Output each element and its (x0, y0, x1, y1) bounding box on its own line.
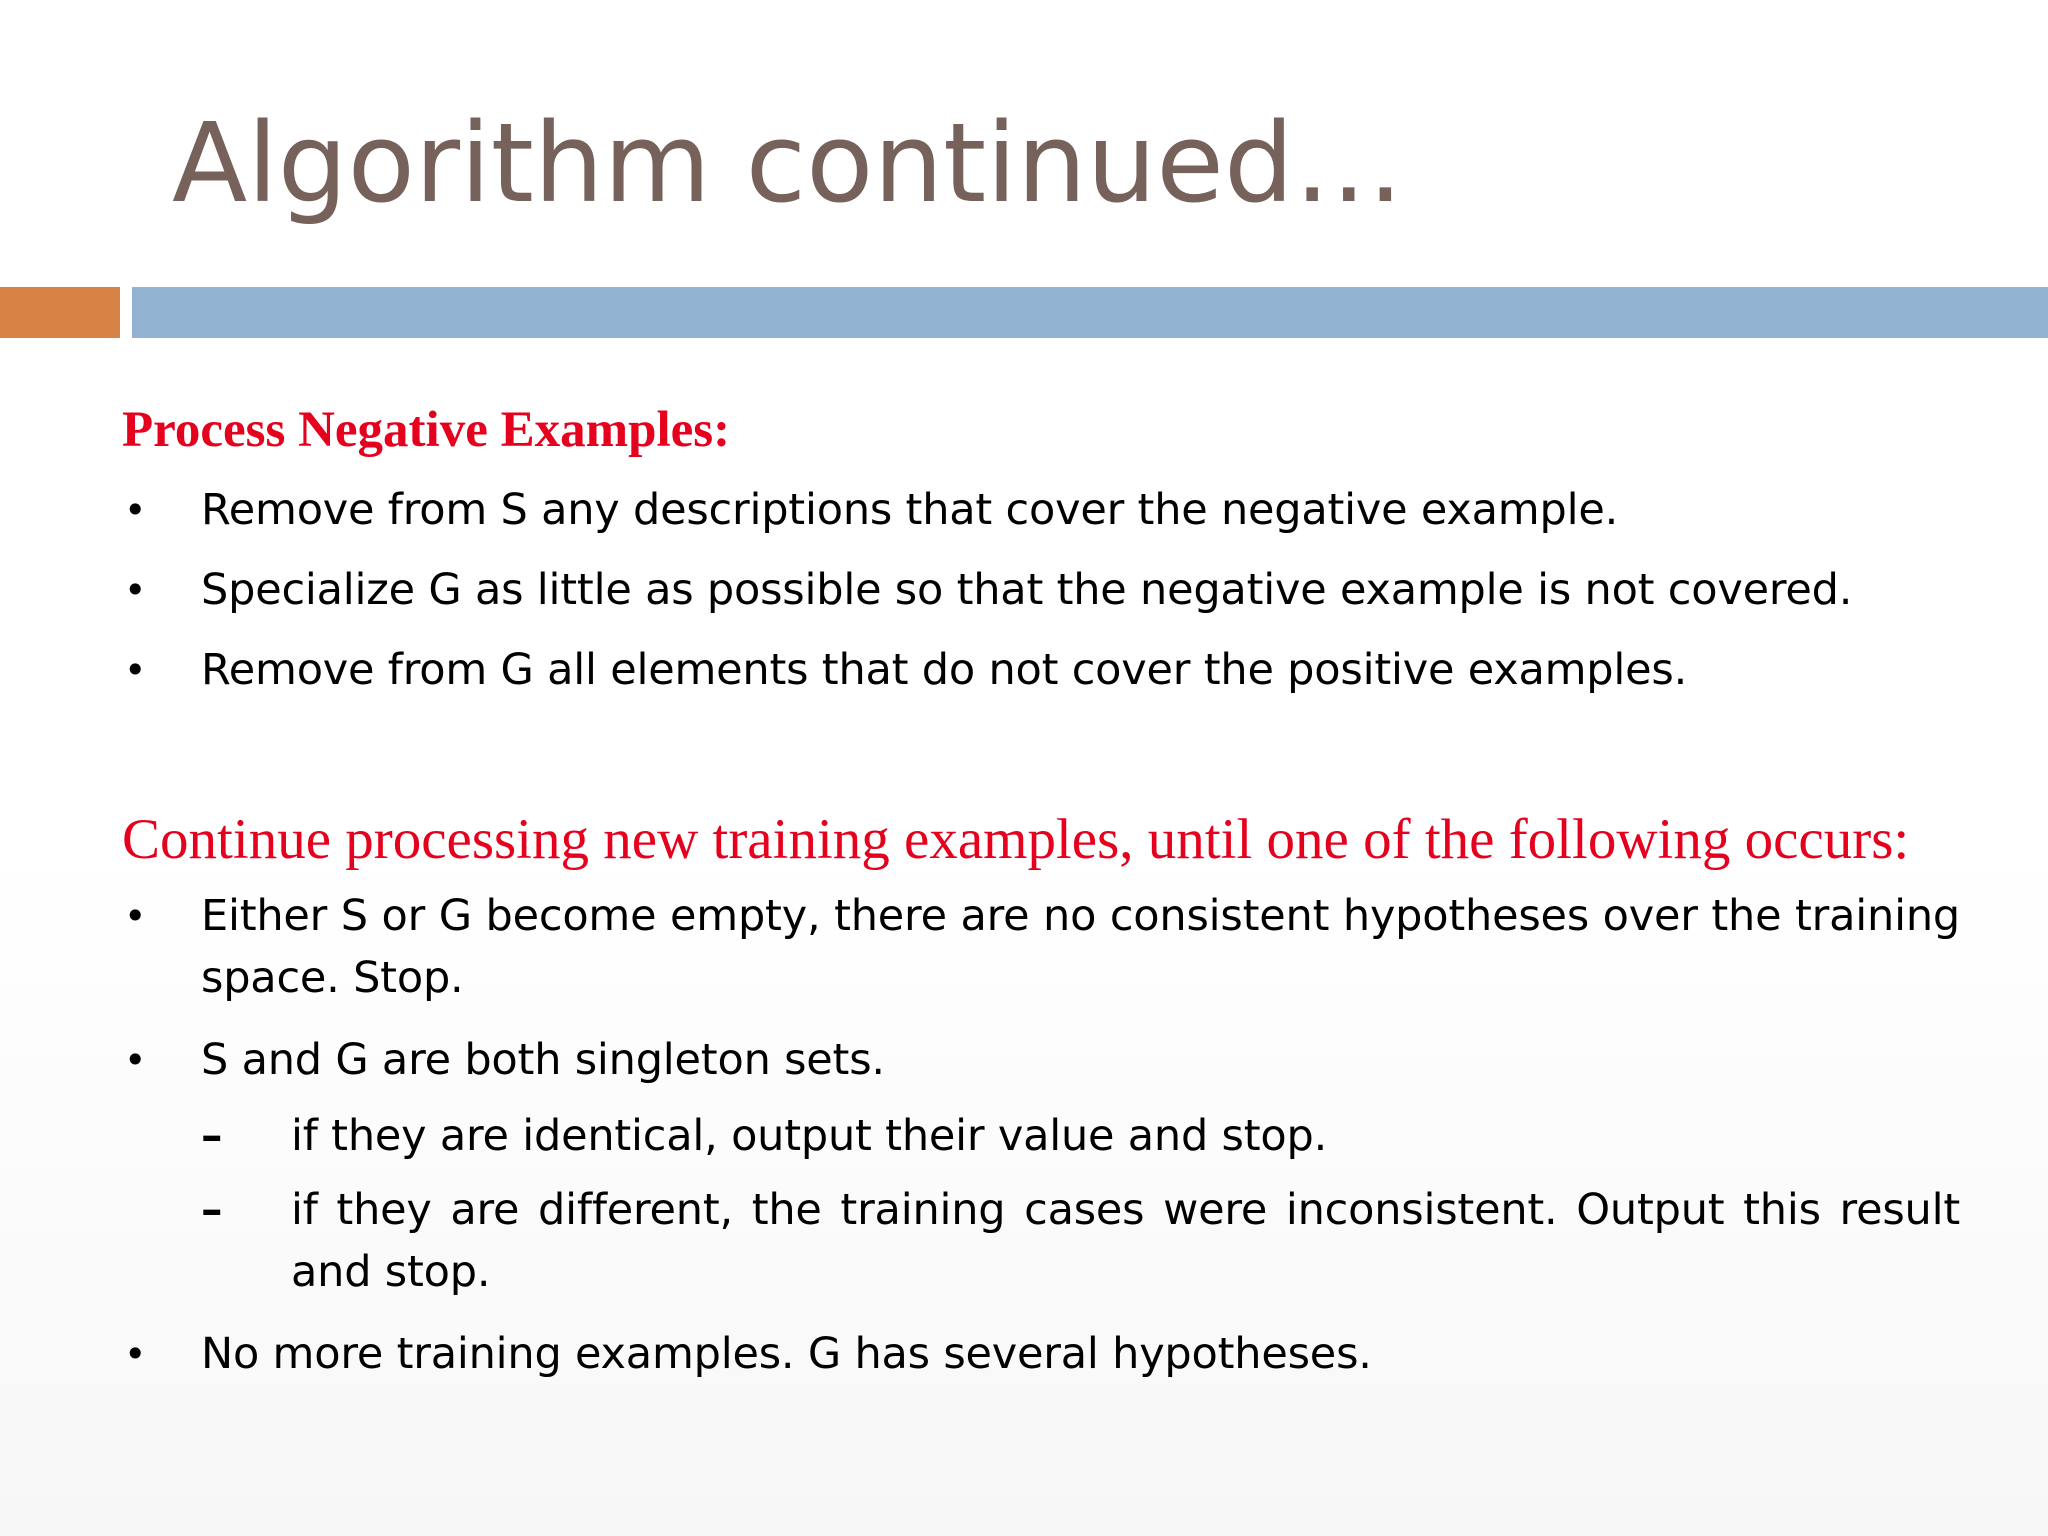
negative-examples-heading: Process Negative Examples: (122, 402, 731, 458)
bullet-icon: • (124, 648, 147, 692)
list-item (122, 1323, 1960, 1385)
slide-content (122, 395, 1960, 1385)
section-spacer (122, 701, 1960, 799)
bullet-icon: • (124, 1332, 147, 1376)
list-item (122, 639, 1960, 701)
list-item-text: Either S or G become empty, there are no consistent hypotheses over the training space. Stop. (201, 891, 1960, 1003)
list-item (122, 1029, 1960, 1303)
bullet-icon: • (124, 488, 147, 532)
dash-icon: – (201, 1185, 223, 1235)
dash-icon: – (201, 1111, 223, 1161)
singleton-sub-list (201, 1105, 1960, 1303)
list-item-text: Specialize G as little as possible so that the negative example is not covered. (201, 565, 1853, 615)
list-item (122, 479, 1960, 541)
list-item-text: S and G are both singleton sets. (201, 1035, 885, 1085)
sub-list-item (201, 1105, 1960, 1167)
sub-list-item-text: if they are identical, output their value and stop. (291, 1111, 1328, 1161)
continue-processing-heading: Continue processing new training examples, until one of the following occurs: (122, 808, 1910, 871)
list-item-text: Remove from G all elements that do not cover the positive examples. (201, 645, 1688, 695)
list-item-text: Remove from S any descriptions that cover the negative example. (201, 485, 1619, 535)
list-item (122, 885, 1960, 1009)
list-item (122, 559, 1960, 621)
slide-title: Algorithm continued… (172, 99, 1404, 227)
bullet-icon: • (124, 894, 147, 938)
stop-conditions-list (122, 885, 1960, 1385)
bullet-icon: • (124, 568, 147, 612)
list-item-text: No more training examples. G has several hypotheses. (201, 1329, 1372, 1379)
accent-bar-orange (0, 287, 120, 338)
accent-bar-blue (132, 287, 2048, 338)
sub-list-item-text: if they are different, the training cases were inconsistent. Output this result and stop. (291, 1185, 1960, 1297)
bullet-icon: • (124, 1038, 147, 1082)
negative-examples-list (122, 479, 1960, 701)
sub-list-item (201, 1179, 1960, 1303)
